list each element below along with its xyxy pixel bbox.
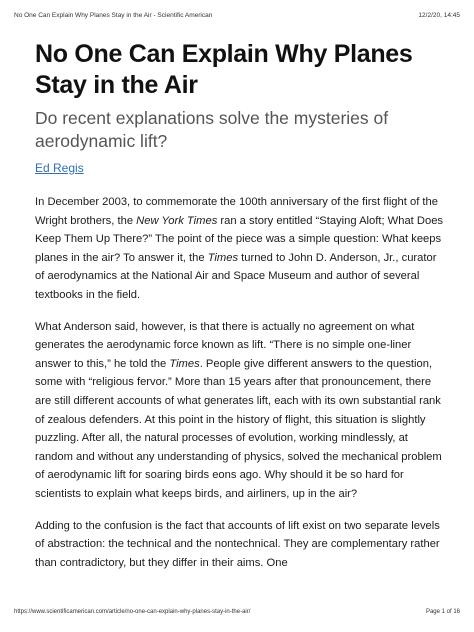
print-header	[14, 12, 460, 19]
print-footer-url: https://www.scientificamerican.com/article/no-one-can-explain-why-planes-stay-in-the-air/	[14, 609, 251, 615]
paragraph-text: Adding to the confusion is the fact that accounts of lift exist on two separate levels of abstraction: the technical and the nontechnical. They are complementary rather than contradictory, but they differ in their aims. One	[35, 519, 440, 569]
print-header-timestamp: 12/2/20, 14:45	[418, 12, 460, 19]
print-footer	[14, 609, 460, 615]
print-header-title: No One Can Explain Why Planes Stay in the Air - Scientific American	[14, 12, 213, 19]
article-title: No One Can Explain Why Planes Stay in the Air	[35, 40, 413, 99]
article-container	[35, 39, 445, 585]
article-paragraph	[35, 517, 445, 573]
article-body	[35, 193, 445, 572]
paragraph-text: What Anderson said, however, is that there is actually no agreement on what generates the aerodynamic force known as lift. “There is no simple one-liner answer to this,” he told the	[35, 320, 415, 370]
article-paragraph	[35, 193, 445, 305]
italic-text: New York Times	[136, 214, 218, 227]
italic-text: Times	[169, 357, 200, 370]
article-subtitle: Do recent explanations solve the mysteries of aerodynamic lift?	[35, 108, 389, 151]
print-footer-page-number: Page 1 of 16	[425, 609, 460, 615]
paragraph-text: ran a story entitled “Staying Aloft; What Does Keep Them Up There?” The point of the piece was a simple question: What keeps planes in the air? To answer it, the	[35, 214, 444, 264]
author-link[interactable]: Ed Regis	[35, 161, 84, 175]
paragraph-text: In December 2003, to commemorate the 100th anniversary of the first flight of the Wright brothers, the	[35, 196, 438, 227]
article-paragraph	[35, 318, 445, 504]
italic-text: Times	[207, 251, 239, 264]
paragraph-text: . People give different answers to the question, some with “religious fervor.” More than 15 years after that pronouncement, there are still different accounts of what generates lift, each with its own substantial rank of zealous defenders. At this point in the history of flight, this situation is slightly puzzling. After all, the natural processes of evolution, working mindlessly, at random and without any understanding of physics, solved the mechanical problem of aerodynamic lift for soaring birds eons ago. Why should it be so hard for scientists to explain what keeps birds, and airliners, up in the air?	[35, 357, 442, 500]
paragraph-text: turned to John D. Anderson, Jr., curator of aerodynamics at the National Air and Space Museum and author of several textbooks in the field.	[35, 251, 437, 301]
